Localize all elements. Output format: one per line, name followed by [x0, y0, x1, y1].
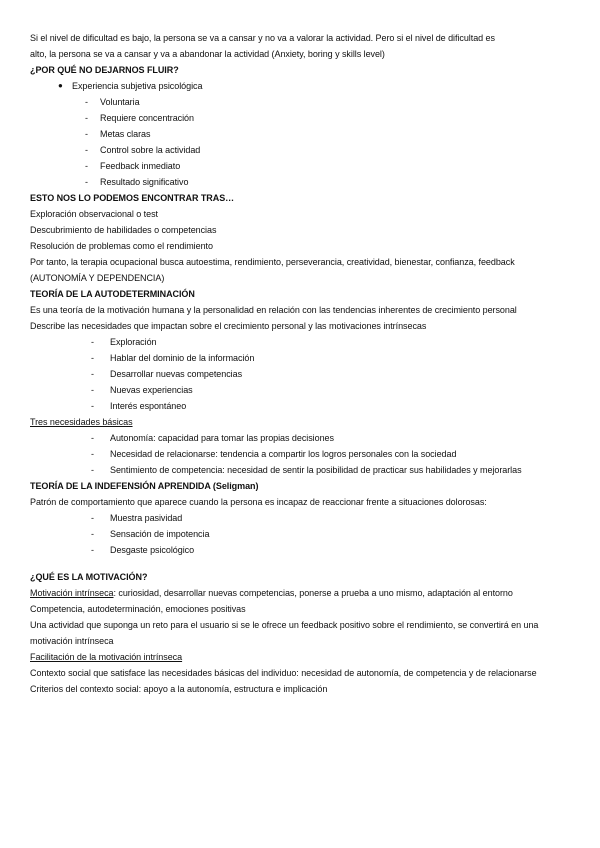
flow-heading: ¿POR QUÉ NO DEJARNOS FLUIR? [30, 65, 179, 75]
list-item-text: Feedback inmediato [100, 161, 181, 171]
sdt-paragraph-2: Describe las necesidades que impactan sobre el crecimiento personal y las motivaciones intrínsecas [30, 321, 427, 331]
list-item-text: Necesidad de relacionarse: tendencia a compartir los logros personales con la sociedad [110, 449, 457, 459]
list-item-text: Metas claras [100, 129, 151, 139]
dash-icon: - [91, 513, 94, 523]
motivation-heading: ¿QUÉ ES LA MOTIVACIÓN? [30, 572, 148, 582]
flow-list [30, 94, 572, 190]
list-item [30, 174, 572, 190]
facilitation-heading: Facilitación de la motivación intrínseca [30, 652, 183, 662]
flow-bullet-text: Experiencia subjetiva psicológica [72, 81, 203, 91]
needs-heading: Tres necesidades básicas [30, 417, 133, 427]
list-item-text: Desgaste psicológico [110, 545, 195, 555]
sdt-list [30, 334, 572, 414]
list-item-text: Control sobre la actividad [100, 145, 201, 155]
found-item: Descubrimiento de habilidades o competencias [30, 225, 217, 235]
dash-icon: - [91, 401, 94, 411]
list-item [30, 110, 572, 126]
section-spacer [30, 558, 572, 569]
dash-icon: - [85, 145, 88, 155]
intro-line-2: alto, la persona se va a cansar y va a abandonar la actividad (Anxiety, boring y skills level) [30, 49, 385, 59]
dash-icon: - [91, 337, 94, 347]
list-item-text: Desarrollar nuevas competencias [110, 369, 243, 379]
dash-icon: - [91, 529, 94, 539]
intrinsic-text: : curiosidad, desarrollar nuevas competencias, ponerse a prueba a uno mismo, adaptación al entorno [113, 588, 513, 598]
list-item-text: Sentimiento de competencia: necesidad de sentir la posibilidad de practicar sus habilidades y mejorarlas [110, 465, 522, 475]
list-item-text: Hablar del dominio de la información [110, 353, 255, 363]
found-item: Resolución de problemas como el rendimiento [30, 241, 213, 251]
flow-bullet [30, 78, 572, 94]
sdt-paragraph-1: Es una teoría de la motivación humana y la personalidad en relación con las tendencias inherentes de crecimiento personal [30, 305, 517, 315]
list-item [30, 158, 572, 174]
dash-icon: - [91, 433, 94, 443]
competence-line: Competencia, autodeterminación, emociones positivas [30, 604, 246, 614]
list-item-text: Exploración [110, 337, 157, 347]
list-item [30, 462, 572, 478]
list-item-text: Sensación de impotencia [110, 529, 210, 539]
list-item [30, 446, 572, 462]
helpless-list [30, 510, 572, 558]
list-item [30, 398, 572, 414]
dash-icon: - [85, 177, 88, 187]
helpless-paragraph: Patrón de comportamiento que aparece cuando la persona es incapaz de reaccionar frente a situaciones dolorosas: [30, 497, 487, 507]
found-item: Exploración observacional o test [30, 209, 158, 219]
list-item [30, 142, 572, 158]
dash-icon: - [91, 545, 94, 555]
list-item [30, 430, 572, 446]
bullet-icon: ● [58, 81, 63, 90]
list-item [30, 126, 572, 142]
dash-icon: - [85, 129, 88, 139]
needs-list [30, 430, 572, 478]
dash-icon: - [85, 161, 88, 171]
list-item [30, 94, 572, 110]
list-item [30, 366, 572, 382]
helpless-heading: TEORÍA DE LA INDEFENSIÓN APRENDIDA (Seligman) [30, 481, 259, 491]
dash-icon: - [91, 385, 94, 395]
list-item [30, 542, 572, 558]
list-item [30, 350, 572, 366]
list-item-text: Muestra pasividad [110, 513, 183, 523]
challenge-paragraph: Una actividad que suponga un reto para el usuario si se le ofrece un feedback positivo sobre el rendimiento, se convertirá en una motivación intrínseca [30, 620, 539, 646]
list-item [30, 510, 572, 526]
list-item [30, 382, 572, 398]
dash-icon: - [91, 369, 94, 379]
dash-icon: - [85, 97, 88, 107]
list-item-text: Autonomía: capacidad para tomar las propias decisiones [110, 433, 334, 443]
criteria-line: Criterios del contexto social: apoyo a la autonomía, estructura e implicación [30, 684, 328, 694]
list-item-text: Interés espontáneo [110, 401, 187, 411]
dash-icon: - [85, 113, 88, 123]
social-context-paragraph: Contexto social que satisface las necesidades básicas del individuo: necesidad de autonomía, de competencia y de relacionarse [30, 668, 537, 678]
dash-icon: - [91, 353, 94, 363]
document-page [30, 30, 572, 697]
list-item [30, 334, 572, 350]
found-heading: ESTO NOS LO PODEMOS ENCONTRAR TRAS… [30, 193, 235, 203]
sdt-heading: TEORÍA DE LA AUTODETERMINACIÓN [30, 289, 195, 299]
list-item-text: Nuevas experiencias [110, 385, 193, 395]
intrinsic-label: Motivación intrínseca [30, 588, 114, 598]
intrinsic-paragraph [30, 585, 572, 601]
dash-icon: - [91, 449, 94, 459]
intro-line-1: Si el nivel de dificultad es bajo, la persona se va a cansar y no va a valorar la actividad. Pero si el nivel de dificultad es [30, 33, 495, 43]
therapy-paragraph: Por tanto, la terapia ocupacional busca autoestima, rendimiento, perseverancia, creatividad, bienestar, confianza, feedback (AUTONOMÍA Y DEPENDENCIA) [30, 257, 515, 283]
list-item-text: Requiere concentración [100, 113, 194, 123]
list-item-text: Resultado significativo [100, 177, 189, 187]
dash-icon: - [91, 465, 94, 475]
list-item-text: Voluntaria [100, 97, 140, 107]
list-item [30, 526, 572, 542]
